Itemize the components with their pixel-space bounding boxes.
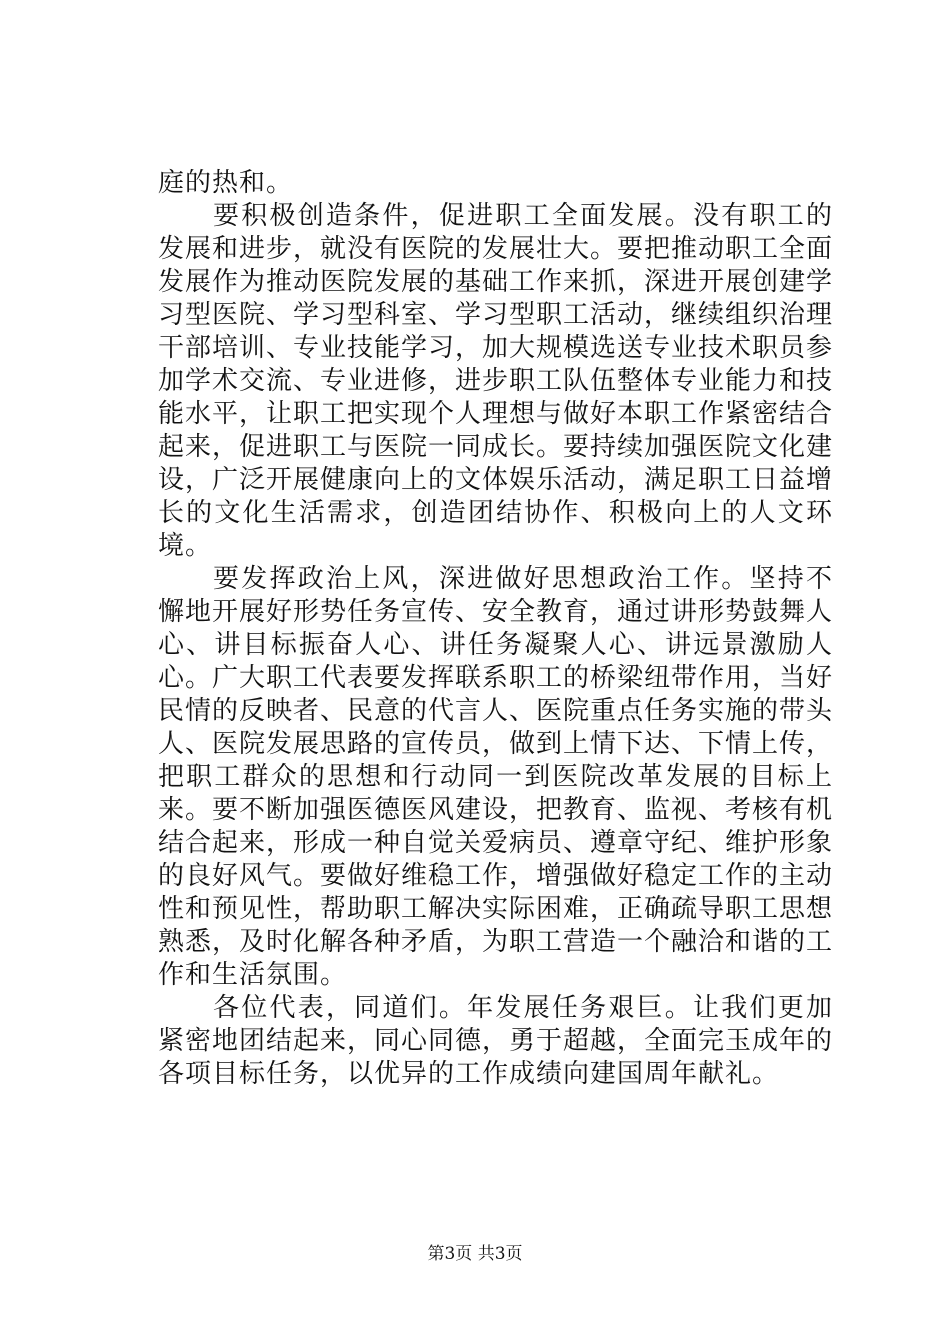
paragraph-closing: 各位代表，同道们。年发展任务艰巨。让我们更加紧密地团结起来，同心同德，勇于超越，全面完玉成年的各项目标任务，以优异的工作成绩向建国周年献礼。 [158,993,834,1089]
document-body [158,167,833,1091]
paragraph-staff-development: 要积极创造条件，促进职工全面发展。没有职工的发展和进步，就没有医院的发展壮大。要把推动职工全面发展作为推动医院发展的基础工作来抓，深进开展创建学习型医院、学习型科室、学习型职工活动，继续组织治理干部培训、专业技能学习，加大规模选送专业技术职员参加学术交流、专业进修，进步职工队伍整体专业能力和技能水平，让职工把实现个人理想与做好本职工作紧密结合起来，促进职工与医院一同成长。要持续加强医院文化建设，广泛开展健康向上的文体娱乐活动，满足职工日益增长的文化生活需求，创造团结协作、积极向上的人文环境。 [158,201,834,561]
page-number-footer: 第3页 共3页 [427,1244,523,1264]
paragraph-continuation: 庭的热和。 [158,168,294,198]
paragraph-political-work: 要发挥政治上风，深进做好思想政治工作。坚持不懈地开展好形势任务宣传、安全教育，通过讲形势鼓舞人心、讲目标振奋人心、讲任务凝聚人心、讲远景激励人心。广大职工代表要发挥联系职工的桥梁纽带作用，当好民情的反映者、民意的代言人、医院重点任务实施的带头人、医院发展思路的宣传员，做到上情下达、下情上传，把职工群众的思想和行动同一到医院改革发展的目标上来。要不断加强医德医风建设，把教育、监视、考核有机结合起来，形成一种自觉关爱病员、遵章守纪、维护形象的良好风气。要做好维稳工作，增强做好稳定工作的主动性和预见性，帮助职工解决实际困难，正确疏导职工思想熟悉，及时化解各种矛盾，为职工营造一个融洽和谐的工作和生活氛围。 [158,564,834,990]
